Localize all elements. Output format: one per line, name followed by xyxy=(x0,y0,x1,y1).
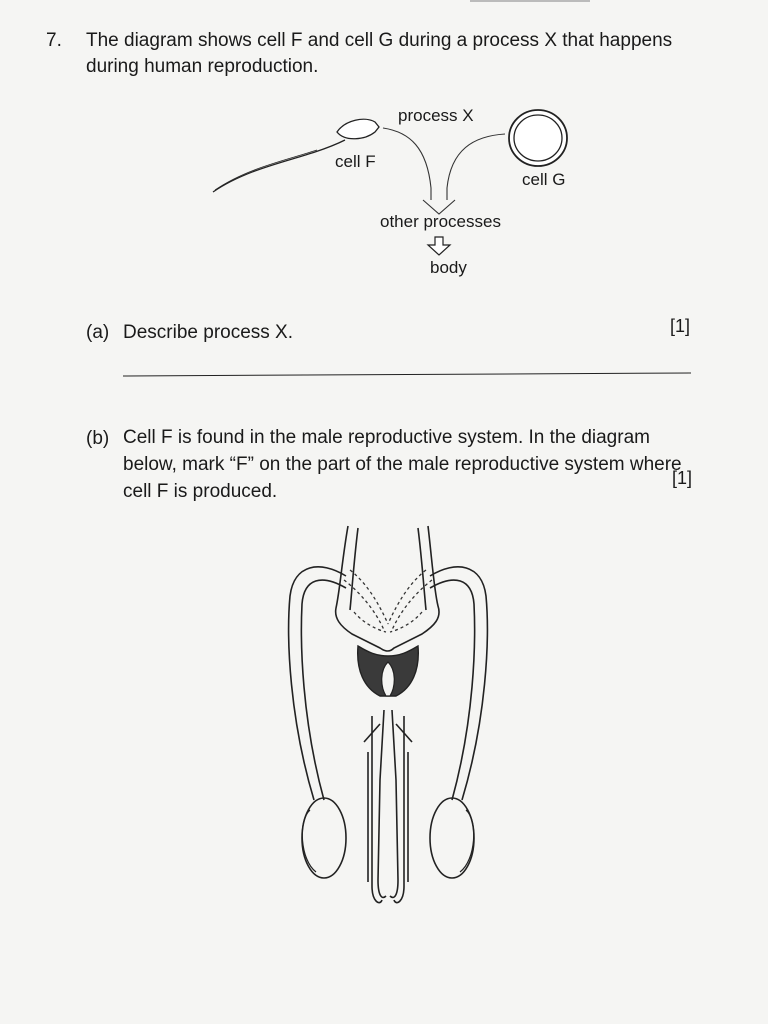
male-reproductive-drawing xyxy=(280,520,510,940)
question-text: The diagram shows cell F and cell G during a process X that happens during human reproduction. xyxy=(86,30,673,77)
cell-g-label: cell G xyxy=(522,170,566,189)
other-processes-label: other processes xyxy=(380,212,501,231)
part-a-text: Describe process X. xyxy=(123,322,294,343)
body-label: body xyxy=(430,258,467,277)
process-x-label: process X xyxy=(398,106,474,125)
part-b-text: Cell F is found in the male reproductive system. In the diagram below, mark “F” on the part of the male reproductive system where cell F is produced. xyxy=(123,427,682,502)
part-b-marks: [1] xyxy=(672,468,693,488)
fertilisation-drawing xyxy=(205,100,585,285)
part-a-label: (a) xyxy=(86,322,110,343)
male-reproductive-system-diagram[interactable] xyxy=(280,520,510,940)
top-divider xyxy=(470,0,590,2)
cell-f-label: cell F xyxy=(335,152,376,171)
part-a-marks: [1] xyxy=(670,316,691,336)
fertilisation-diagram xyxy=(205,100,585,285)
part-b-label: (b) xyxy=(86,428,110,449)
question-number: 7. xyxy=(46,30,62,51)
answer-line[interactable] xyxy=(123,373,691,377)
